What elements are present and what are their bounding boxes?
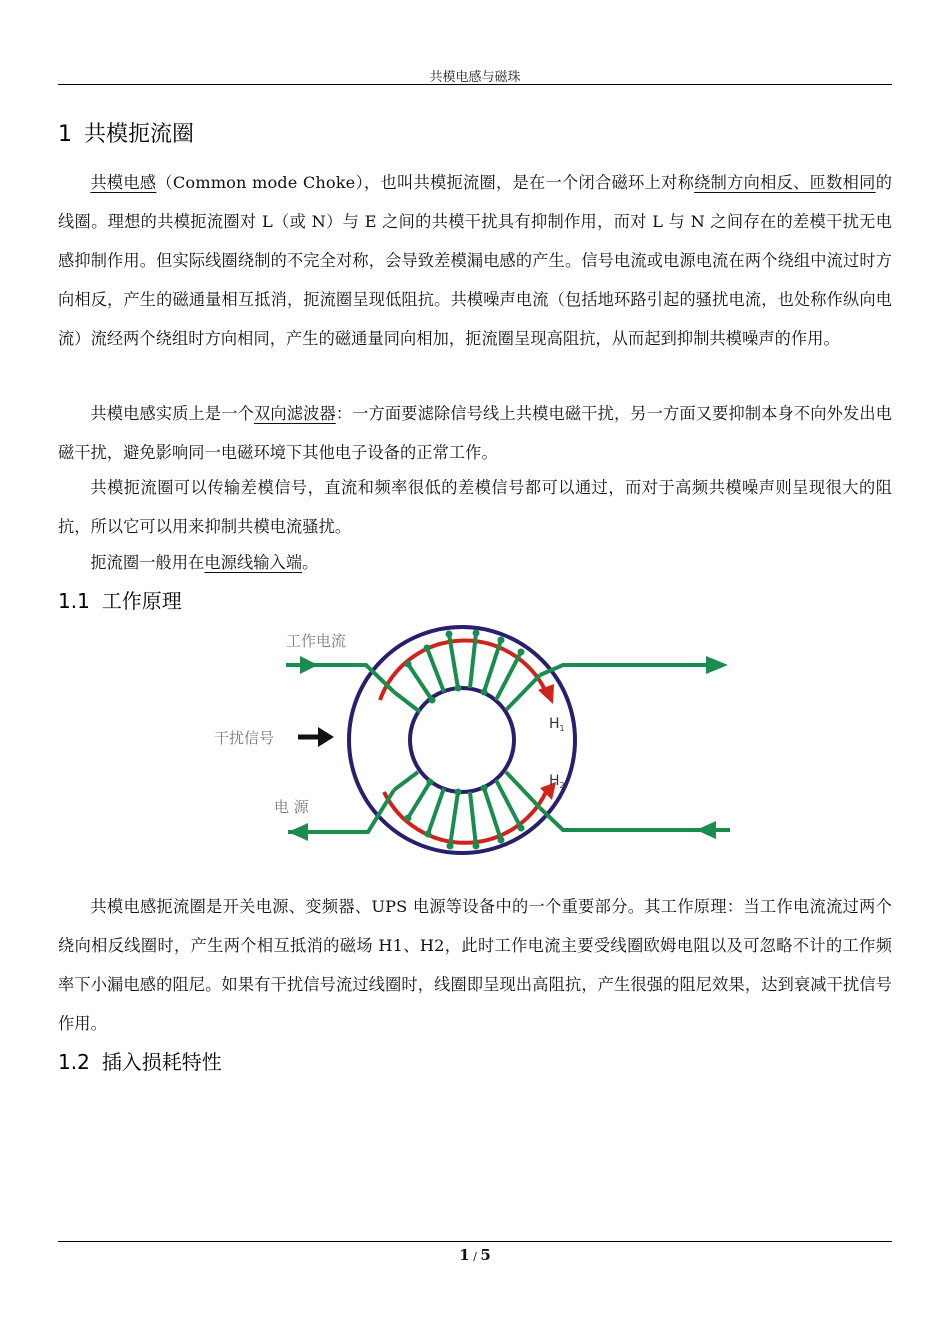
paragraph-definition bbox=[58, 163, 892, 358]
label-power-source: 电 源 bbox=[274, 798, 309, 816]
lead-arrowheads bbox=[288, 656, 728, 841]
section-title: 工作原理 bbox=[101, 589, 182, 613]
flux-arrowhead-h1 bbox=[538, 684, 554, 704]
page-number bbox=[0, 1246, 950, 1264]
term-power-input: 电源线输入端 bbox=[204, 553, 303, 572]
section-title: 插入损耗特性 bbox=[101, 1050, 222, 1074]
term-common-mode-inductor: 共模电感 bbox=[90, 173, 157, 192]
winding-bottom bbox=[394, 772, 540, 846]
section-number: 1 bbox=[58, 122, 72, 147]
choke-diagram bbox=[208, 620, 748, 865]
paragraph-text: 扼流圈一般用在 bbox=[90, 553, 205, 572]
page-separator: / bbox=[469, 1250, 481, 1263]
term-bidirectional-filter: 双向滤波器 bbox=[254, 404, 336, 423]
total-pages: 5 bbox=[480, 1246, 491, 1264]
current-page: 1 bbox=[459, 1246, 470, 1264]
section-heading-1-2 bbox=[58, 1046, 222, 1075]
h1-subscript: 1 bbox=[559, 724, 565, 733]
paragraph-text: （Common mode Choke），也叫共模扼流圈，是在一个闭合磁环上对称 bbox=[156, 173, 695, 192]
core-outer-ring bbox=[349, 627, 575, 853]
paragraph-text: 共模电感实质上是一个 bbox=[90, 404, 254, 423]
header-divider bbox=[58, 84, 892, 85]
paragraph-text: ：一方面要滤除信号线上共模电磁干扰，另一方面又要抑制本身不向外发出电磁干扰，避免影响同一电磁环境下其他电子设备的正常工作。 bbox=[58, 404, 893, 462]
paragraph-working-principle: 共模电感扼流圈是开关电源、变频器、UPS 电源等设备中的一个重要部分。其工作原理：当工作电流流过两个绕向相反线圈时，产生两个相互抵消的磁场 H1、H2，此时工作电流主要受线圈欧姆电阻以及可忽略不计的工作频率下小漏电感的阻尼。如果有干扰信号流过线圈时，线圈即呈现出高阻抗，产生很强的阻尼效果，达到衰减干扰信号作用。 bbox=[58, 897, 892, 1033]
core-inner-ring bbox=[410, 688, 514, 792]
paragraph-text: 。 bbox=[302, 553, 319, 572]
section-number: 1.2 bbox=[58, 1050, 90, 1074]
h2-letter: H bbox=[549, 773, 560, 789]
label-h1 bbox=[549, 716, 565, 733]
interference-arrow-head bbox=[318, 727, 334, 747]
paragraph-text: 的线圈。理想的共模扼流圈对 L（或 N）与 E 之间的共模干扰具有抑制作用，而对 L 与 N 之间存在的差模干扰无电感抑制作用。但实际线圈绕制的不完全对称，会导致差模漏电感的产生。信号电流或电源电流在两个绕组中流过时方向相反，产生的磁通量相互抵消，扼流圈呈现低阻抗。共模噪声电流（包括地环路引起的骚扰电流，也处称作纵向电流）流经两个绕组时方向相同，产生的磁通量同向相加，扼流圈呈现高阻抗，从而起到抑制共模噪声的作用。 bbox=[58, 173, 892, 348]
term-winding-direction: 绕制方向相反、匝数相同 bbox=[694, 173, 876, 192]
h1-letter: H bbox=[549, 716, 560, 732]
page-header-title: 共模电感与磁珠 bbox=[429, 70, 521, 85]
paragraph-differential-signal: 共模扼流圈可以传输差模信号，直流和频率很低的差模信号都可以通过，而对于高频共模噪声则呈现很大的阻抗，所以它可以用来抑制共模电流骚扰。 bbox=[58, 478, 892, 536]
label-h2 bbox=[549, 773, 565, 790]
winding-top bbox=[394, 633, 540, 712]
label-interference-signal: 干扰信号 bbox=[214, 729, 275, 747]
section-heading-1 bbox=[58, 117, 194, 148]
section-title: 共模扼流圈 bbox=[84, 122, 195, 147]
winding-bottom-dots bbox=[405, 779, 525, 850]
section-number: 1.1 bbox=[58, 589, 90, 613]
h2-subscript: 2 bbox=[559, 781, 565, 790]
section-heading-1-1 bbox=[58, 585, 182, 614]
paragraph-bidirectional-filter bbox=[58, 394, 892, 472]
paragraph-usage bbox=[58, 543, 892, 582]
footer-divider bbox=[58, 1241, 892, 1242]
label-working-current: 工作电流 bbox=[286, 632, 347, 650]
